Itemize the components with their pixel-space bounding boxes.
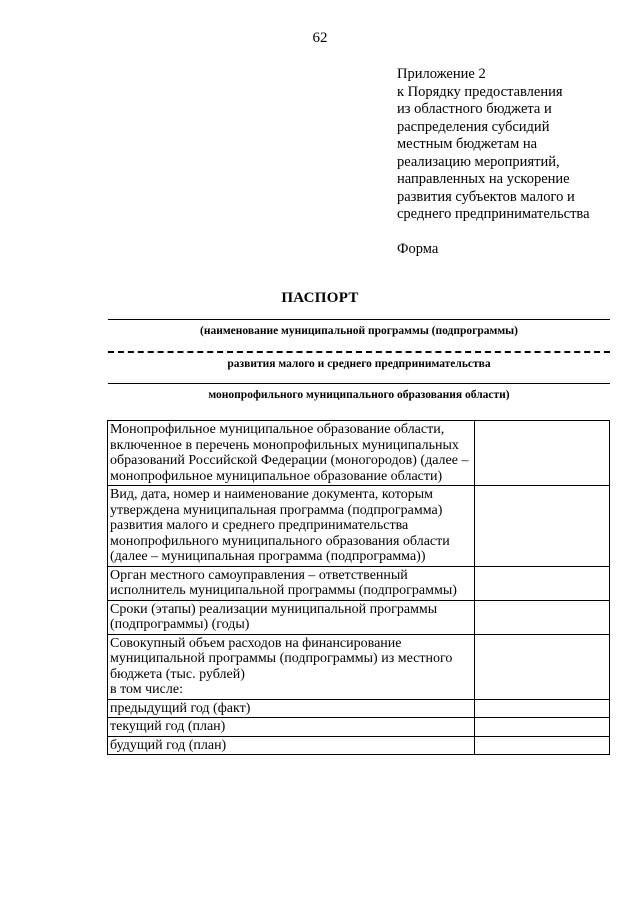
table-row [108, 566, 610, 600]
table-row [108, 736, 610, 755]
table-row [108, 486, 610, 567]
table-row [108, 718, 610, 737]
caption-entity: монопрофильного муниципального образования области) [208, 389, 510, 401]
row-label: Монопрофильное муниципальное образование области, включенное в перечень монопрофильных муниципальных образований Российской Федерации (моногородов) (далее – монопрофильное муниципальное образование области) [108, 421, 475, 486]
table-row [108, 421, 610, 486]
row-label-text: Совокупный объем расходов на финансирование муниципальной программы (подпрограммы) из местного бюджета (тыс. рублей) [110, 635, 453, 682]
table-row [108, 699, 610, 718]
row-value[interactable] [475, 566, 610, 600]
page-number: 62 [312, 30, 328, 46]
table-row [108, 600, 610, 634]
row-label: Сроки (этапы) реализации муниципальной программы (подпрограммы) (годы) [108, 600, 475, 634]
caption-development: развития малого и среднего предпринимательства [227, 358, 491, 370]
appendix-line: направленных на ускорение [397, 171, 570, 187]
appendix-line: среднего предпринимательства [397, 206, 590, 222]
row-label: предыдущий год (факт) [108, 699, 475, 718]
caption-program-name: (наименование муниципальной программы (подпрограммы) [200, 325, 518, 337]
fill-line-dashed [108, 351, 610, 353]
spacer [397, 224, 632, 241]
row-label: текущий год (план) [108, 718, 475, 737]
appendix-line: развития субъектов малого и [397, 188, 575, 205]
row-label [108, 634, 475, 699]
row-value[interactable] [475, 634, 610, 699]
fill-line [108, 383, 610, 384]
appendix-line: местным бюджетам на [397, 136, 538, 152]
appendix-line: к Порядку предоставления [397, 83, 563, 100]
row-label-extra: в том числе: [110, 682, 183, 697]
row-value[interactable] [475, 421, 610, 486]
row-value[interactable] [475, 486, 610, 567]
appendix-block [397, 66, 632, 258]
row-value[interactable] [475, 718, 610, 737]
row-label: Орган местного самоуправления – ответственный исполнитель муниципальной программы (подпрограммы) [108, 566, 475, 600]
appendix-line: распределения субсидий [397, 118, 550, 135]
row-label: будущий год (план) [108, 736, 475, 755]
fill-line [108, 319, 610, 320]
passport-table [107, 420, 610, 755]
row-label: Вид, дата, номер и наименование документа, которым утверждена муниципальная программа (подпрограмма) развития малого и среднего предпринимательства монопрофильного муниципального образования области (далее – муниципальная программа (подпрограмма)) [108, 486, 475, 567]
row-value[interactable] [475, 699, 610, 718]
appendix-line: из областного бюджета и [397, 101, 552, 117]
appendix-line: Приложение 2 [397, 66, 486, 82]
table-row [108, 634, 610, 699]
row-value[interactable] [475, 600, 610, 634]
appendix-line: реализацию мероприятий, [397, 153, 560, 170]
document-title: ПАСПОРТ [281, 290, 359, 306]
form-label: Форма [397, 240, 439, 257]
row-value[interactable] [475, 736, 610, 755]
